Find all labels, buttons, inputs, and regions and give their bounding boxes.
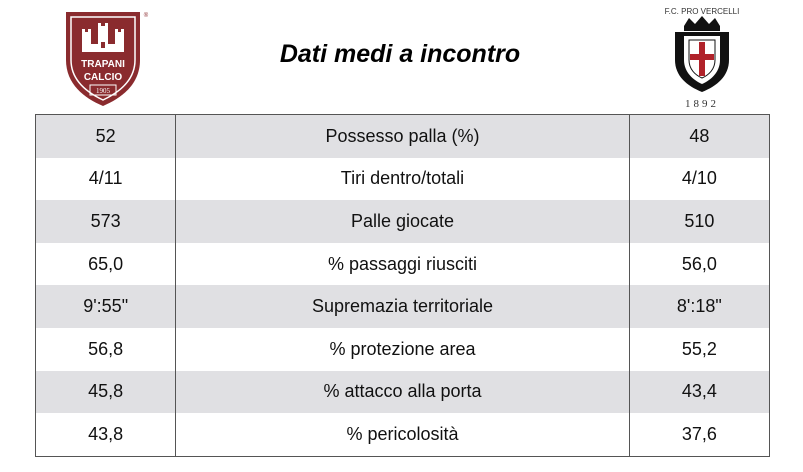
registered-mark: ® bbox=[143, 13, 149, 19]
match-stats-table bbox=[35, 114, 770, 457]
logo-year-text: 1905 bbox=[96, 87, 110, 95]
logo-year-text: 1892 bbox=[685, 98, 719, 110]
table-row bbox=[36, 243, 770, 286]
away-value: 510 bbox=[629, 200, 769, 243]
stat-label: % pericolosità bbox=[176, 413, 629, 456]
home-value: 52 bbox=[36, 115, 176, 158]
table-row bbox=[36, 371, 770, 414]
table-row bbox=[36, 285, 770, 328]
stat-label: Possesso palla (%) bbox=[176, 115, 629, 158]
home-value: 573 bbox=[36, 200, 176, 243]
home-value: 43,8 bbox=[36, 413, 176, 456]
away-value: 37,6 bbox=[681, 423, 717, 444]
home-value: 65,0 bbox=[36, 243, 176, 286]
stat-label: % passaggi riusciti bbox=[176, 243, 629, 286]
trapani-calcio-logo bbox=[60, 8, 152, 108]
stat-label: % attacco alla porta bbox=[176, 371, 629, 414]
table-row bbox=[36, 200, 770, 243]
away-value: 56,0 bbox=[681, 253, 717, 274]
stat-label: Tiri dentro/totali bbox=[176, 158, 629, 201]
stat-label: % protezione area bbox=[176, 328, 629, 371]
away-value: 55,2 bbox=[681, 338, 717, 359]
home-value: 4/11 bbox=[36, 158, 176, 201]
table-row bbox=[36, 413, 770, 456]
home-value: 9':55" bbox=[36, 285, 176, 328]
away-value: 43,4 bbox=[629, 371, 769, 414]
stat-label: Palle giocate bbox=[176, 200, 629, 243]
away-value: 48 bbox=[629, 115, 769, 158]
away-value: 8':18" bbox=[629, 285, 769, 328]
table-row bbox=[36, 328, 770, 371]
away-value: 4/10 bbox=[681, 168, 717, 189]
logo-top-text: TRAPANI bbox=[81, 59, 125, 70]
pro-vercelli-logo bbox=[655, 4, 750, 112]
home-value: 56,8 bbox=[36, 328, 176, 371]
logo-bottom-text: CALCIO bbox=[83, 72, 123, 83]
page-title: Dati medi a incontro bbox=[279, 40, 521, 68]
logo-caption-text: F.C. PRO VERCELLI bbox=[664, 7, 740, 16]
table-row bbox=[36, 115, 770, 158]
stat-label: Supremazia territoriale bbox=[176, 285, 629, 328]
home-value: 45,8 bbox=[36, 371, 176, 414]
table-row bbox=[36, 158, 770, 201]
